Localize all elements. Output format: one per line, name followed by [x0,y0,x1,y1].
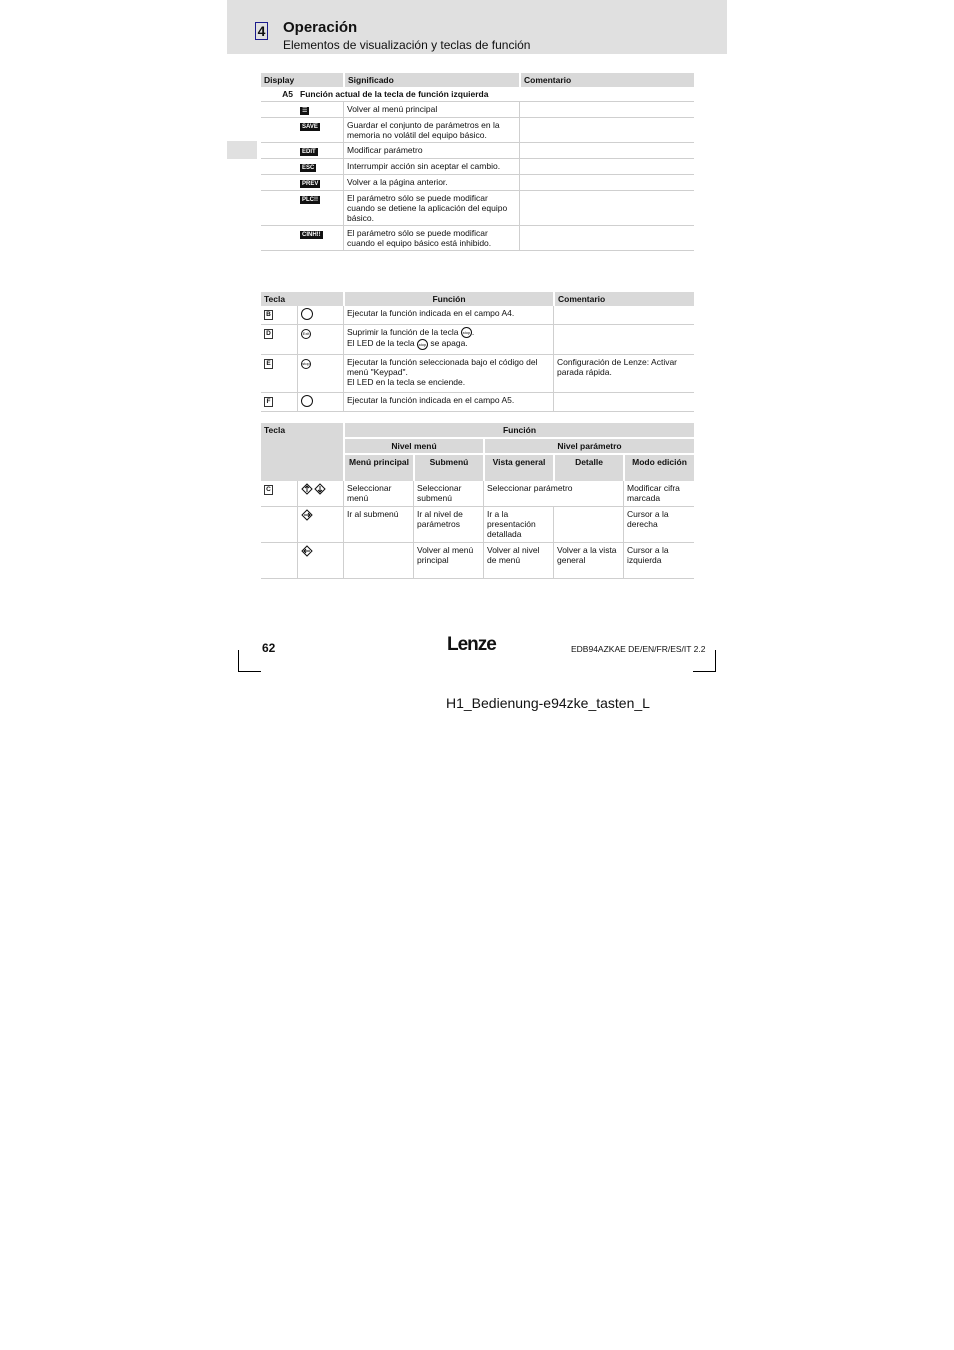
stop-key-icon: stop [417,339,428,350]
group-title: Función actual de la tecla de función izquierda [297,87,694,102]
esc-icon: ESC [302,165,315,171]
nav-cell: Ir a la presentación detallada [483,507,553,543]
header-display: Display [261,73,343,87]
function-cell: Ejecutar la función indicada en el campo A4. [343,306,553,325]
header-submenu: Submenú [413,455,483,481]
header-menu-level: Nivel menú [343,439,483,455]
prev-icon: PREV [302,181,319,187]
save-icon: SAVE [302,124,318,130]
table-row [261,325,694,355]
display-table [261,73,694,251]
table-row [261,543,694,579]
function-cell: Ejecutar la función indicada en el campo A5. [343,393,553,412]
function-cell [343,325,553,355]
table-row [261,507,694,543]
edit-icon: EDIT [302,149,316,155]
meaning-cell: Modificar parámetro [343,143,519,159]
table-row [261,143,694,159]
chapter-number: 4 [255,22,268,40]
table-row [261,175,694,191]
up-down-arrows-icon [297,481,343,507]
header-detail: Detalle [553,455,623,481]
chapter-subtitle: Elementos de visualización y teclas de función [283,38,531,52]
nav-cell: Seleccionar parámetro [483,481,623,507]
table-row [261,355,694,393]
document-id: EDB94AZKAE DE/EN/FR/ES/IT 2.2 [571,644,706,654]
right-arrow-icon [297,507,343,543]
header-main-menu: Menú principal [343,455,413,481]
header-function: Función [343,423,694,439]
crop-mark [238,671,261,672]
nav-cell: Seleccionar menú [343,481,413,507]
cinh-icon: CINH!! [302,232,321,238]
table-row [261,481,694,507]
meaning-cell: Volver al menú principal [343,102,519,118]
function-text: . [471,327,475,337]
plc-icon: PLC!! [302,197,318,203]
table-row [261,191,694,226]
key-d-label: D [264,329,273,339]
crop-mark [715,650,716,672]
table-row [261,118,694,143]
header-key: Tecla [261,423,343,481]
nav-cell: Volver a la vista general [553,543,623,579]
function-key-left-icon [301,395,313,407]
table-row [261,306,694,325]
header-meaning: Significado [343,73,519,87]
meaning-cell: Interrumpir acción sin aceptar el cambio. [343,159,519,175]
function-cell [343,355,553,393]
page-number: 62 [262,641,276,655]
function-text: Ejecutar la función seleccionada bajo el código del menú "Keypad". [347,357,538,377]
meaning-cell: El parámetro sólo se puede modificar cuando se detiene la aplicación del equipo básico. [343,191,519,226]
header-comment: Comentario [553,292,694,306]
header-function: Función [343,292,553,306]
chapter-title: Operación [283,19,358,36]
key-b-label: B [264,310,273,320]
nav-cell: Volver al menú principal [413,543,483,579]
function-text: Suprimir la función de la tecla [347,327,459,337]
exit-key-icon: Exit [301,329,311,339]
function-key-right-icon [301,308,313,320]
nav-cell: Cursor a la izquierda [623,543,694,579]
function-text: El LED en la tecla se enciende. [347,377,466,387]
stop-key-icon: stop [461,327,472,338]
comment-cell: Configuración de Lenze: Activar parada rápida. [553,355,694,393]
file-caption: H1_Bedienung-e94zke_tasten_L [446,695,650,711]
nav-cell: Volver al nivel de menú [483,543,553,579]
crop-mark [238,650,239,672]
side-tab [227,141,257,159]
meaning-cell: Volver a la página anterior. [343,175,519,191]
lenze-logo: Lenze [447,634,496,655]
key-e-label: E [264,359,273,369]
nav-cell [553,507,623,543]
nav-cell: Cursor a la derecha [623,507,694,543]
function-text: El LED de la tecla [347,338,415,349]
nav-cell: Modificar cifra marcada [623,481,694,507]
stop-key-icon: stop [301,359,311,369]
group-label: A5 [261,87,297,102]
header-parameter-level: Nivel parámetro [483,439,694,455]
table-row [261,226,694,251]
function-text: se apaga. [430,338,468,349]
navigation-table [261,423,694,579]
table-row [261,159,694,175]
header-edit-mode: Modo edición [623,455,694,481]
crop-mark [693,671,716,672]
header-key: Tecla [261,292,343,306]
left-arrow-icon [297,543,343,579]
header-overview: Vista general [483,455,553,481]
key-f-label: F [264,397,273,407]
table-row [261,393,694,412]
nav-cell: Ir al submenú [343,507,413,543]
menu-icon: ☰ [302,108,308,114]
nav-cell: Ir al nivel de parámetros [413,507,483,543]
meaning-cell: Guardar el conjunto de parámetros en la memoria no volátil del equipo básico. [343,118,519,143]
keys-table [261,292,694,412]
key-c-label: C [264,485,273,495]
nav-cell [343,543,413,579]
table-row [261,102,694,118]
header-comment: Comentario [519,73,694,87]
meaning-cell: El parámetro sólo se puede modificar cuando el equipo básico está inhibido. [343,226,519,251]
nav-cell: Seleccionar submenú [413,481,483,507]
